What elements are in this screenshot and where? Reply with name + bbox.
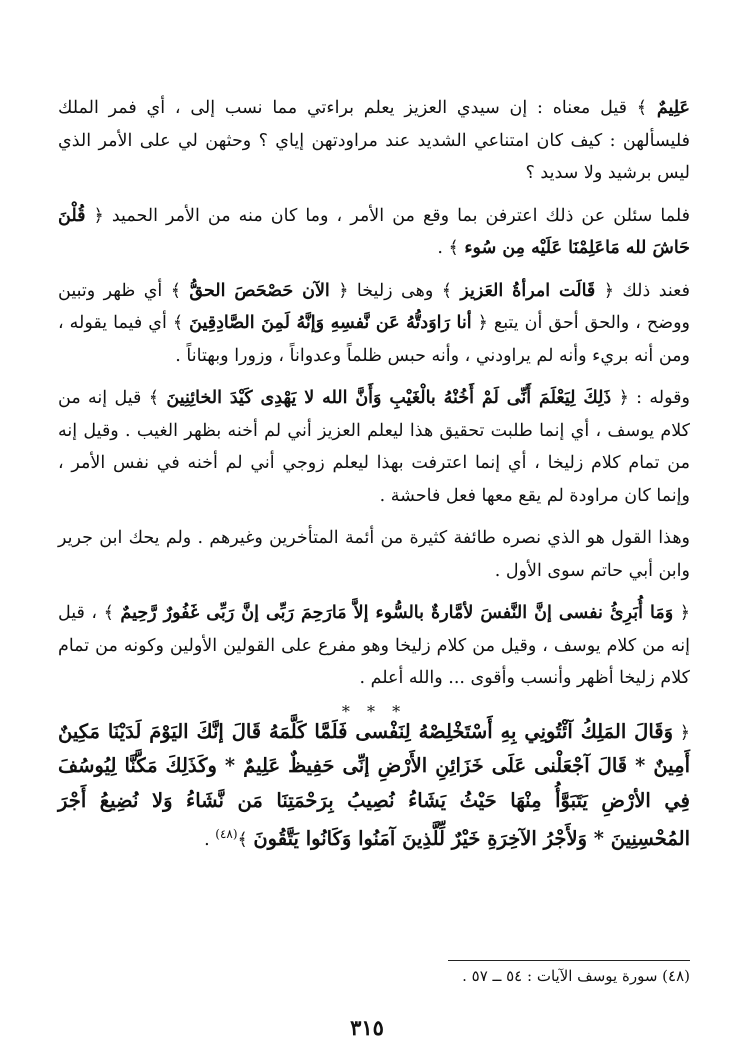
- body-text: فعند ذلك: [613, 280, 690, 301]
- verse-bracket: ﴿: [85, 205, 104, 226]
- verse-bracket: ﴾: [627, 98, 657, 118]
- quran-verse: أنا رَاوَدتُّهُ عَن نَّفسِهِ وَإنَّهُ لَمِنَ الصَّادِقِينَ: [189, 313, 472, 333]
- body-text: أي ظهر وتبين ووضح ، والحق أحق أن يتبع: [58, 280, 690, 333]
- quran-verse: عَلِيمٌ: [656, 98, 690, 118]
- body-text: وهى زليخا: [348, 280, 434, 301]
- body-text: .: [204, 829, 216, 850]
- page-body: [58, 92, 690, 866]
- body-text: قيل معناه : إن سيدي العزيز يعلم براءتي مما نسب إلى ، أي فمر الملك فليسألهن : كيف كان امتناعي الشديد عند مراودتهن إياي ؟ وحثهن لي على الأمر الذي ليس برشيد ولا سديد ؟: [58, 98, 690, 183]
- verse-bracket: ﴾: [237, 829, 254, 850]
- verse-bracket: ﴾: [141, 388, 167, 408]
- quran-verse: الآن حَصْحَصَ الحقُّ: [189, 280, 330, 301]
- footnote-marker: (٤٨): [215, 827, 238, 841]
- paragraph: [58, 382, 690, 512]
- body-text: وهذا القول هو الذي نصره طائفة كثيرة من أئمة المتأخرين وغيرهم . ولم يحك ابن جرير وابن أبي حاتم سوى الأول .: [58, 528, 690, 581]
- body-text: أي فيما يقوله ، ومن أنه بريء وأنه لم يراودني ، وأنه حبس ظلماً وعدواناً ، وزورا وبهتاناً .: [58, 313, 690, 366]
- paragraphs: [58, 92, 690, 695]
- quran-verse: قُلْنَ حَاشَ لله مَاعَلِمْنَا عَلَيْه مِن سُوء: [58, 205, 690, 258]
- verse-bracket: ﴿: [611, 388, 629, 408]
- verse-bracket: ﴿: [329, 280, 349, 301]
- paragraph: [58, 92, 690, 190]
- body-text: وقوله :: [628, 388, 690, 408]
- paragraph: [58, 275, 690, 373]
- verse-bracket: ﴿: [673, 722, 690, 743]
- footnote: (٤٨) سورة يوسف الآيات : ٥٤ ــ ٥٧ .: [462, 967, 690, 985]
- final-paragraph: [58, 715, 690, 857]
- verse-bracket: ﴿: [673, 603, 690, 623]
- paragraph: [58, 522, 690, 587]
- body-text: قيل إنه من كلام يوسف ، أي إنما طلبت تحقيق هذا ليعلم العزيز أني لم أخنه بظهر الغيب . وقيل إنه من تمام كلام زليخا ، أي إنما اعترفت بهذا ليعلم زوجي أني لم أخنه في نفس الأمر ، وإنما كان مراودة لم يقع معها فعل فاحشة .: [58, 388, 690, 506]
- verse-bracket: ﴾ .: [437, 238, 465, 258]
- body-text: ، قيل إنه من كلام يوسف ، وقيل من كلام زليخا وهو مفرع على القولين الأولين وكونه من تمام كلام زليخا أظهر وأنسب وأقوى ... والله أعلم .: [58, 603, 690, 688]
- footnote-divider: [448, 960, 690, 961]
- section-separator: * * *: [341, 701, 407, 721]
- verse-bracket: ﴾: [166, 313, 190, 333]
- verse-bracket: ﴾: [97, 603, 121, 623]
- body-text: فلما سئلن عن ذلك اعترفن بما وقع من الأمر ، وما كان منه من الأمر الحميد: [103, 205, 690, 226]
- verse-bracket: ﴾: [162, 280, 190, 301]
- paragraph: [58, 200, 690, 265]
- verse-bracket: ﴿: [471, 313, 488, 333]
- verse-bracket: ﴿: [595, 280, 614, 301]
- paragraph: [58, 597, 690, 695]
- verse-bracket: ﴾: [433, 280, 461, 301]
- page-number: ٣١٥: [350, 1015, 384, 1040]
- quran-verse: وَمَا أُبَرِئُ نفسى إنَّ النَّفسَ لأمَّارةٌ بالسُّوء إلاَّ مَارَحِمَ رَبِّى إنَّ رَبِّى غَفُورٌ رَّحِيمٌ: [120, 603, 674, 623]
- quran-verse: قَالَت امرأةُ العَزيز: [460, 280, 596, 301]
- quran-verse: ذَلِكَ لِيَعْلَمَ أَنِّى لَمْ أَخُنْهُ بالْغَيْبِ وَأَنَّ الله لا يَهْدِى كَيْدَ الخائِنِينَ: [166, 388, 612, 408]
- quran-verse: وَقَالَ المَلِكُ آئْتُونِي بِهِ أَسْتَخْلِصْهُ لِنَفْسى فَلَمَّا كَلَّمَهُ قَالَ إنَّكَ اليَوْمَ لَدَيْنَا مَكِينٌ أَمِينٌ * قَالَ آجْعَلْنى عَلَى خَزَائِنِ الأَرْضِ إنِّى حَفِيظٌ عَلِيمٌ * وكَذَلِكَ مَكَّنَّا لِيُوسُفَ فِي الأرْضِ يَتَبَوَّأُ مِنْهَا حَيْثُ يَشَاءُ نُصِيبُ بِرَحْمَتِنَا مَن نَّشَاءُ وَلا نُضِيعُ أَجْرَ المُحْسِنِينَ * وَلأَجْرُ الآخِرَةِ خَيْرٌ لِّلَّذِينَ آمَنُوا وَكَانُوا يَتَّقُونَ: [58, 719, 690, 850]
